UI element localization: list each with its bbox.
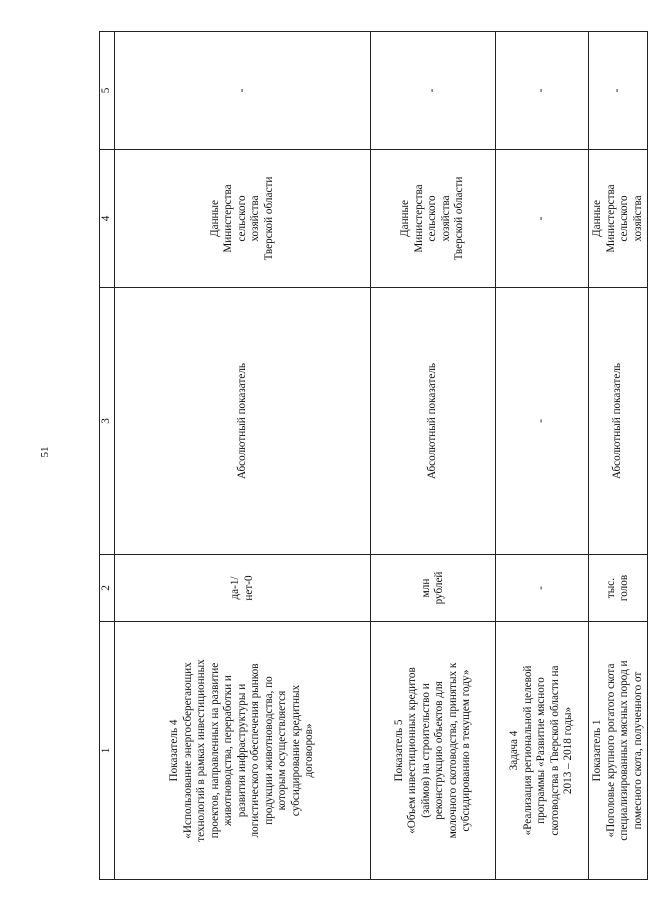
cell-text-line: Министерства — [604, 184, 617, 253]
calculation-method-cell — [115, 288, 371, 555]
cell-text-line: 2013 – 2018 годы» — [562, 706, 575, 795]
cell-text-line: Показатель 1 — [591, 719, 603, 782]
cell-text-line: Задача 4 — [508, 730, 521, 771]
data-source-cell — [371, 150, 496, 288]
unit-cell — [371, 555, 496, 622]
cell-text-line: нет-0 — [242, 575, 255, 601]
notes-cell — [589, 32, 648, 150]
cell-text-line: Абсолютный показатель — [235, 362, 248, 480]
table-row — [496, 32, 589, 880]
cell-text-line: «Использование энергосберегающих — [181, 662, 194, 839]
cell-text-line: программы «Развитие мясного — [535, 677, 548, 824]
cell-text-line: хозяйства — [249, 195, 262, 242]
header-cell: 4 — [100, 150, 115, 288]
cell-text-line: молочного скотоводства, принятых к — [446, 662, 459, 839]
cell-text-line: - — [235, 88, 248, 93]
cell-text-line: логистического обеспечения рынков — [249, 663, 262, 838]
header-cell: 2 — [100, 555, 115, 622]
cell-text-line: сельского — [618, 195, 630, 242]
cell-text-line: - — [535, 419, 548, 423]
cell-text-line: животноводства, переработки и — [222, 675, 235, 826]
page-number: 51 — [39, 446, 51, 458]
cell-text-line: Данные — [399, 199, 412, 238]
cell-text-line: - — [535, 216, 548, 221]
header-cell: 1 — [100, 622, 115, 880]
cell-text-line: - — [426, 88, 439, 93]
cell-text-line: - — [535, 586, 548, 590]
cell-text-line: Тверской области — [262, 176, 275, 261]
cell-text-line: Данные — [208, 199, 221, 238]
notes-cell — [115, 32, 371, 150]
unit-cell — [115, 555, 371, 622]
cell-text-line: Министерства — [412, 184, 425, 253]
calculation-method-cell — [496, 288, 589, 555]
cell-text-line: Данные — [591, 199, 603, 238]
cell-text-line: реконструкцию объектов для — [433, 681, 445, 820]
cell-text-line: договоров» — [303, 723, 316, 778]
cell-text-line: - — [535, 88, 548, 93]
unit-cell — [496, 555, 589, 622]
cell-text-line: проектов, направленных на развитие — [208, 662, 221, 839]
cell-text-line: Показатель 5 — [392, 719, 405, 782]
data-source-cell — [496, 150, 589, 288]
cell-text-line: голов — [618, 574, 630, 602]
notes-cell — [496, 32, 589, 150]
cell-text-line: Показатель 4 — [168, 719, 181, 782]
data-source-cell — [589, 150, 648, 288]
cell-text-line: Абсолютный показатель — [611, 362, 624, 480]
indicator-table — [99, 31, 648, 880]
cell-text-line: - — [611, 88, 624, 93]
cell-text-line: продукции животноводства, по — [262, 676, 275, 825]
unit-cell — [589, 555, 648, 622]
data-source-cell — [115, 150, 371, 288]
cell-text-line: рублей — [433, 571, 445, 605]
header-row — [100, 32, 115, 880]
cell-text-line: скотоводства в Тверской области на — [548, 665, 561, 836]
cell-text-line: хозяйства — [631, 195, 644, 242]
cell-text-line: тыс. — [604, 577, 617, 599]
cell-text-line: развития инфраструктуры и — [235, 683, 248, 818]
cell-text-line: помесного скота, полученного от — [631, 671, 644, 830]
cell-text-line: которым осуществляется — [276, 690, 289, 811]
calculation-method-cell — [589, 288, 648, 555]
header-cell: 5 — [100, 32, 115, 150]
indicator-name-cell — [371, 622, 496, 880]
cell-text-line: специализированных мясных пород и — [618, 660, 630, 841]
cell-text-line: млн — [419, 578, 432, 598]
table-row — [115, 32, 371, 880]
cell-text-line: «Поголовье крупного рогатого скота — [604, 663, 617, 838]
header-cell: 3 — [100, 288, 115, 555]
cell-text-line: хозяйства — [439, 195, 452, 242]
cell-text-line: «Объем инвестиционных кредитов — [406, 667, 418, 834]
indicator-name-cell — [496, 622, 589, 880]
cell-text-line: да-1/ — [229, 576, 241, 600]
cell-text-line: Абсолютный показатель — [426, 362, 439, 480]
table-row — [371, 32, 496, 880]
cell-text-line: субсидирование кредитных — [289, 684, 302, 817]
cell-text-line: сельского — [426, 195, 439, 242]
cell-text-line: технологий в рамках инвестиционных — [195, 659, 208, 842]
cell-text-line: (займов) на строительство и — [419, 683, 432, 818]
cell-text-line: субсидированию в текущем году» — [460, 669, 472, 832]
cell-text-line: сельского — [235, 195, 248, 242]
cell-text-line: «Реализация региональной целевой — [521, 665, 534, 836]
cell-text-line: Министерства — [222, 184, 235, 253]
indicator-name-cell — [115, 622, 371, 880]
notes-cell — [371, 32, 496, 150]
calculation-method-cell — [371, 288, 496, 555]
table-row — [589, 32, 648, 880]
indicator-name-cell — [589, 622, 648, 880]
cell-text-line: Тверской области — [453, 176, 466, 261]
rotated-table-container — [99, 32, 644, 880]
